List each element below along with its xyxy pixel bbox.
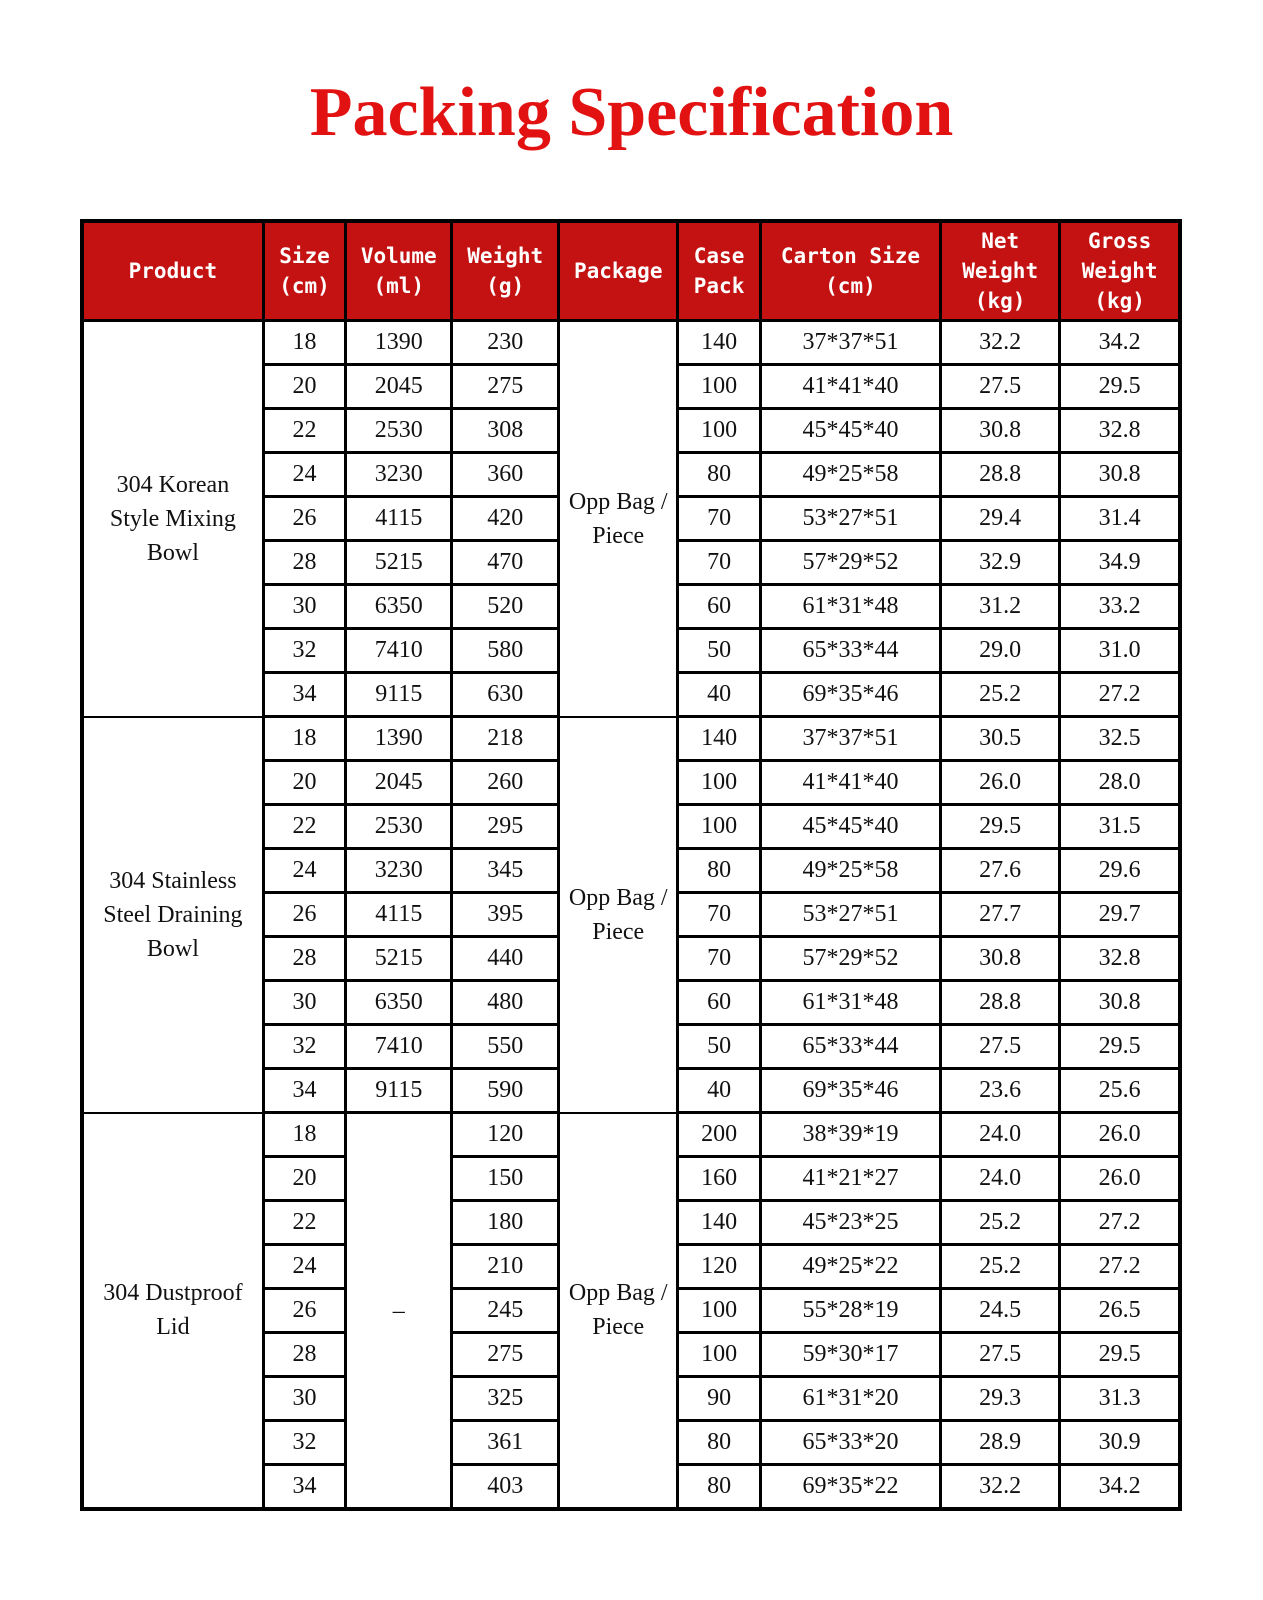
net-weight-cell: 30.5 bbox=[941, 717, 1060, 761]
net-weight-cell: 28.8 bbox=[941, 453, 1060, 497]
volume-cell: 9115 bbox=[346, 1069, 452, 1113]
table-body bbox=[82, 321, 1180, 1510]
size-cell: 30 bbox=[263, 585, 346, 629]
case-pack-cell: 50 bbox=[678, 1025, 761, 1069]
size-cell: 20 bbox=[263, 1157, 346, 1201]
gross-weight-cell: 29.7 bbox=[1060, 893, 1180, 937]
size-cell: 26 bbox=[263, 497, 346, 541]
net-weight-cell: 25.2 bbox=[941, 1245, 1060, 1289]
table-row bbox=[82, 1113, 1180, 1157]
volume-cell: 2045 bbox=[346, 761, 452, 805]
gross-weight-cell: 27.2 bbox=[1060, 1245, 1180, 1289]
carton-size-cell: 55*28*19 bbox=[760, 1289, 940, 1333]
carton-size-cell: 49*25*58 bbox=[760, 849, 940, 893]
case-pack-cell: 70 bbox=[678, 541, 761, 585]
gross-weight-cell: 30.8 bbox=[1060, 981, 1180, 1025]
case-pack-cell: 160 bbox=[678, 1157, 761, 1201]
case-pack-cell: 100 bbox=[678, 1289, 761, 1333]
net-weight-cell: 27.7 bbox=[941, 893, 1060, 937]
carton-size-cell: 65*33*20 bbox=[760, 1421, 940, 1465]
gross-weight-cell: 26.5 bbox=[1060, 1289, 1180, 1333]
weight-cell: 440 bbox=[452, 937, 559, 981]
weight-cell: 361 bbox=[452, 1421, 559, 1465]
weight-cell: 260 bbox=[452, 761, 559, 805]
weight-cell: 275 bbox=[452, 365, 559, 409]
volume-cell: 2045 bbox=[346, 365, 452, 409]
carton-size-cell: 45*45*40 bbox=[760, 805, 940, 849]
gross-weight-cell: 25.6 bbox=[1060, 1069, 1180, 1113]
packing-spec-table bbox=[80, 219, 1182, 1511]
case-pack-cell: 90 bbox=[678, 1377, 761, 1421]
carton-size-cell: 53*27*51 bbox=[760, 893, 940, 937]
carton-size-cell: 41*21*27 bbox=[760, 1157, 940, 1201]
table-row bbox=[82, 321, 1180, 365]
case-pack-cell: 80 bbox=[678, 1421, 761, 1465]
case-pack-cell: 80 bbox=[678, 849, 761, 893]
gross-weight-cell: 29.6 bbox=[1060, 849, 1180, 893]
carton-size-cell: 49*25*22 bbox=[760, 1245, 940, 1289]
net-weight-cell: 30.8 bbox=[941, 937, 1060, 981]
gross-weight-cell: 29.5 bbox=[1060, 365, 1180, 409]
carton-size-cell: 65*33*44 bbox=[760, 629, 940, 673]
volume-cell: 5215 bbox=[346, 937, 452, 981]
weight-cell: 590 bbox=[452, 1069, 559, 1113]
volume-cell: 7410 bbox=[346, 629, 452, 673]
net-weight-cell: 28.8 bbox=[941, 981, 1060, 1025]
carton-size-cell: 61*31*20 bbox=[760, 1377, 940, 1421]
size-cell: 18 bbox=[263, 321, 346, 365]
header-carton-size: Carton Size (cm) bbox=[760, 221, 940, 321]
size-cell: 18 bbox=[263, 1113, 346, 1157]
carton-size-cell: 69*35*46 bbox=[760, 1069, 940, 1113]
net-weight-cell: 29.5 bbox=[941, 805, 1060, 849]
case-pack-cell: 100 bbox=[678, 365, 761, 409]
carton-size-cell: 37*37*51 bbox=[760, 717, 940, 761]
size-cell: 28 bbox=[263, 937, 346, 981]
volume-cell: 4115 bbox=[346, 893, 452, 937]
gross-weight-cell: 31.4 bbox=[1060, 497, 1180, 541]
weight-cell: 580 bbox=[452, 629, 559, 673]
header-size: Size (cm) bbox=[263, 221, 346, 321]
volume-cell: 1390 bbox=[346, 717, 452, 761]
net-weight-cell: 32.2 bbox=[941, 1465, 1060, 1510]
weight-cell: 550 bbox=[452, 1025, 559, 1069]
weight-cell: 520 bbox=[452, 585, 559, 629]
gross-weight-cell: 30.8 bbox=[1060, 453, 1180, 497]
size-cell: 26 bbox=[263, 893, 346, 937]
case-pack-cell: 100 bbox=[678, 761, 761, 805]
header-package: Package bbox=[559, 221, 678, 321]
net-weight-cell: 25.2 bbox=[941, 1201, 1060, 1245]
package-cell: Opp Bag / Piece bbox=[559, 321, 678, 717]
volume-cell: 1390 bbox=[346, 321, 452, 365]
net-weight-cell: 27.5 bbox=[941, 365, 1060, 409]
net-weight-cell: 32.9 bbox=[941, 541, 1060, 585]
gross-weight-cell: 27.2 bbox=[1060, 673, 1180, 717]
case-pack-cell: 120 bbox=[678, 1245, 761, 1289]
gross-weight-cell: 29.5 bbox=[1060, 1333, 1180, 1377]
case-pack-cell: 100 bbox=[678, 1333, 761, 1377]
weight-cell: 180 bbox=[452, 1201, 559, 1245]
net-weight-cell: 23.6 bbox=[941, 1069, 1060, 1113]
size-cell: 24 bbox=[263, 849, 346, 893]
gross-weight-cell: 31.5 bbox=[1060, 805, 1180, 849]
size-cell: 24 bbox=[263, 453, 346, 497]
net-weight-cell: 26.0 bbox=[941, 761, 1060, 805]
gross-weight-cell: 26.0 bbox=[1060, 1113, 1180, 1157]
case-pack-cell: 70 bbox=[678, 893, 761, 937]
carton-size-cell: 41*41*40 bbox=[760, 761, 940, 805]
size-cell: 28 bbox=[263, 1333, 346, 1377]
case-pack-cell: 80 bbox=[678, 1465, 761, 1510]
gross-weight-cell: 32.8 bbox=[1060, 937, 1180, 981]
size-cell: 34 bbox=[263, 673, 346, 717]
carton-size-cell: 45*45*40 bbox=[760, 409, 940, 453]
size-cell: 22 bbox=[263, 1201, 346, 1245]
weight-cell: 295 bbox=[452, 805, 559, 849]
weight-cell: 150 bbox=[452, 1157, 559, 1201]
carton-size-cell: 38*39*19 bbox=[760, 1113, 940, 1157]
header-net-weight: Net Weight (kg) bbox=[941, 221, 1060, 321]
product-name-cell: 304 Dustproof Lid bbox=[82, 1113, 263, 1510]
size-cell: 32 bbox=[263, 629, 346, 673]
carton-size-cell: 41*41*40 bbox=[760, 365, 940, 409]
weight-cell: 345 bbox=[452, 849, 559, 893]
carton-size-cell: 49*25*58 bbox=[760, 453, 940, 497]
header-row bbox=[82, 221, 1180, 321]
weight-cell: 308 bbox=[452, 409, 559, 453]
gross-weight-cell: 29.5 bbox=[1060, 1025, 1180, 1069]
net-weight-cell: 29.3 bbox=[941, 1377, 1060, 1421]
volume-cell: – bbox=[346, 1113, 452, 1510]
volume-cell: 7410 bbox=[346, 1025, 452, 1069]
case-pack-cell: 140 bbox=[678, 1201, 761, 1245]
net-weight-cell: 24.0 bbox=[941, 1113, 1060, 1157]
net-weight-cell: 29.4 bbox=[941, 497, 1060, 541]
case-pack-cell: 100 bbox=[678, 409, 761, 453]
net-weight-cell: 25.2 bbox=[941, 673, 1060, 717]
case-pack-cell: 140 bbox=[678, 717, 761, 761]
volume-cell: 9115 bbox=[346, 673, 452, 717]
carton-size-cell: 59*30*17 bbox=[760, 1333, 940, 1377]
case-pack-cell: 200 bbox=[678, 1113, 761, 1157]
product-name-cell: 304 Korean Style Mixing Bowl bbox=[82, 321, 263, 717]
weight-cell: 275 bbox=[452, 1333, 559, 1377]
header-weight: Weight (g) bbox=[452, 221, 559, 321]
weight-cell: 230 bbox=[452, 321, 559, 365]
size-cell: 32 bbox=[263, 1025, 346, 1069]
header-product: Product bbox=[82, 221, 263, 321]
weight-cell: 360 bbox=[452, 453, 559, 497]
table-row bbox=[82, 717, 1180, 761]
header-gross-weight: Gross Weight (kg) bbox=[1060, 221, 1180, 321]
carton-size-cell: 57*29*52 bbox=[760, 937, 940, 981]
volume-cell: 5215 bbox=[346, 541, 452, 585]
carton-size-cell: 69*35*22 bbox=[760, 1465, 940, 1510]
carton-size-cell: 61*31*48 bbox=[760, 981, 940, 1025]
volume-cell: 6350 bbox=[346, 981, 452, 1025]
carton-size-cell: 65*33*44 bbox=[760, 1025, 940, 1069]
case-pack-cell: 40 bbox=[678, 673, 761, 717]
weight-cell: 420 bbox=[452, 497, 559, 541]
weight-cell: 245 bbox=[452, 1289, 559, 1333]
header-case-pack: Case Pack bbox=[678, 221, 761, 321]
carton-size-cell: 53*27*51 bbox=[760, 497, 940, 541]
size-cell: 30 bbox=[263, 981, 346, 1025]
volume-cell: 4115 bbox=[346, 497, 452, 541]
gross-weight-cell: 30.9 bbox=[1060, 1421, 1180, 1465]
case-pack-cell: 50 bbox=[678, 629, 761, 673]
case-pack-cell: 70 bbox=[678, 937, 761, 981]
gross-weight-cell: 28.0 bbox=[1060, 761, 1180, 805]
weight-cell: 630 bbox=[452, 673, 559, 717]
gross-weight-cell: 34.2 bbox=[1060, 321, 1180, 365]
product-name-cell: 304 Stainless Steel Draining Bowl bbox=[82, 717, 263, 1113]
carton-size-cell: 61*31*48 bbox=[760, 585, 940, 629]
weight-cell: 470 bbox=[452, 541, 559, 585]
size-cell: 34 bbox=[263, 1069, 346, 1113]
volume-cell: 2530 bbox=[346, 805, 452, 849]
weight-cell: 325 bbox=[452, 1377, 559, 1421]
case-pack-cell: 140 bbox=[678, 321, 761, 365]
size-cell: 22 bbox=[263, 409, 346, 453]
case-pack-cell: 80 bbox=[678, 453, 761, 497]
carton-size-cell: 69*35*46 bbox=[760, 673, 940, 717]
weight-cell: 120 bbox=[452, 1113, 559, 1157]
case-pack-cell: 100 bbox=[678, 805, 761, 849]
gross-weight-cell: 34.2 bbox=[1060, 1465, 1180, 1510]
carton-size-cell: 45*23*25 bbox=[760, 1201, 940, 1245]
case-pack-cell: 60 bbox=[678, 585, 761, 629]
weight-cell: 210 bbox=[452, 1245, 559, 1289]
page-title: Packing Specification bbox=[309, 74, 954, 151]
gross-weight-cell: 34.9 bbox=[1060, 541, 1180, 585]
size-cell: 30 bbox=[263, 1377, 346, 1421]
gross-weight-cell: 32.8 bbox=[1060, 409, 1180, 453]
volume-cell: 2530 bbox=[346, 409, 452, 453]
volume-cell: 3230 bbox=[346, 453, 452, 497]
weight-cell: 403 bbox=[452, 1465, 559, 1510]
net-weight-cell: 24.5 bbox=[941, 1289, 1060, 1333]
package-cell: Opp Bag / Piece bbox=[559, 717, 678, 1113]
net-weight-cell: 24.0 bbox=[941, 1157, 1060, 1201]
gross-weight-cell: 31.0 bbox=[1060, 629, 1180, 673]
size-cell: 18 bbox=[263, 717, 346, 761]
size-cell: 32 bbox=[263, 1421, 346, 1465]
gross-weight-cell: 26.0 bbox=[1060, 1157, 1180, 1201]
size-cell: 24 bbox=[263, 1245, 346, 1289]
size-cell: 26 bbox=[263, 1289, 346, 1333]
package-cell: Opp Bag / Piece bbox=[559, 1113, 678, 1510]
gross-weight-cell: 32.5 bbox=[1060, 717, 1180, 761]
gross-weight-cell: 31.3 bbox=[1060, 1377, 1180, 1421]
net-weight-cell: 30.8 bbox=[941, 409, 1060, 453]
net-weight-cell: 31.2 bbox=[941, 585, 1060, 629]
size-cell: 34 bbox=[263, 1465, 346, 1510]
gross-weight-cell: 27.2 bbox=[1060, 1201, 1180, 1245]
net-weight-cell: 27.5 bbox=[941, 1333, 1060, 1377]
weight-cell: 395 bbox=[452, 893, 559, 937]
net-weight-cell: 27.6 bbox=[941, 849, 1060, 893]
case-pack-cell: 60 bbox=[678, 981, 761, 1025]
header-volume: Volume (ml) bbox=[346, 221, 452, 321]
carton-size-cell: 57*29*52 bbox=[760, 541, 940, 585]
size-cell: 28 bbox=[263, 541, 346, 585]
size-cell: 20 bbox=[263, 365, 346, 409]
size-cell: 20 bbox=[263, 761, 346, 805]
carton-size-cell: 37*37*51 bbox=[760, 321, 940, 365]
weight-cell: 218 bbox=[452, 717, 559, 761]
size-cell: 22 bbox=[263, 805, 346, 849]
case-pack-cell: 40 bbox=[678, 1069, 761, 1113]
gross-weight-cell: 33.2 bbox=[1060, 585, 1180, 629]
weight-cell: 480 bbox=[452, 981, 559, 1025]
volume-cell: 6350 bbox=[346, 585, 452, 629]
net-weight-cell: 28.9 bbox=[941, 1421, 1060, 1465]
volume-cell: 3230 bbox=[346, 849, 452, 893]
net-weight-cell: 29.0 bbox=[941, 629, 1060, 673]
case-pack-cell: 70 bbox=[678, 497, 761, 541]
net-weight-cell: 32.2 bbox=[941, 321, 1060, 365]
net-weight-cell: 27.5 bbox=[941, 1025, 1060, 1069]
